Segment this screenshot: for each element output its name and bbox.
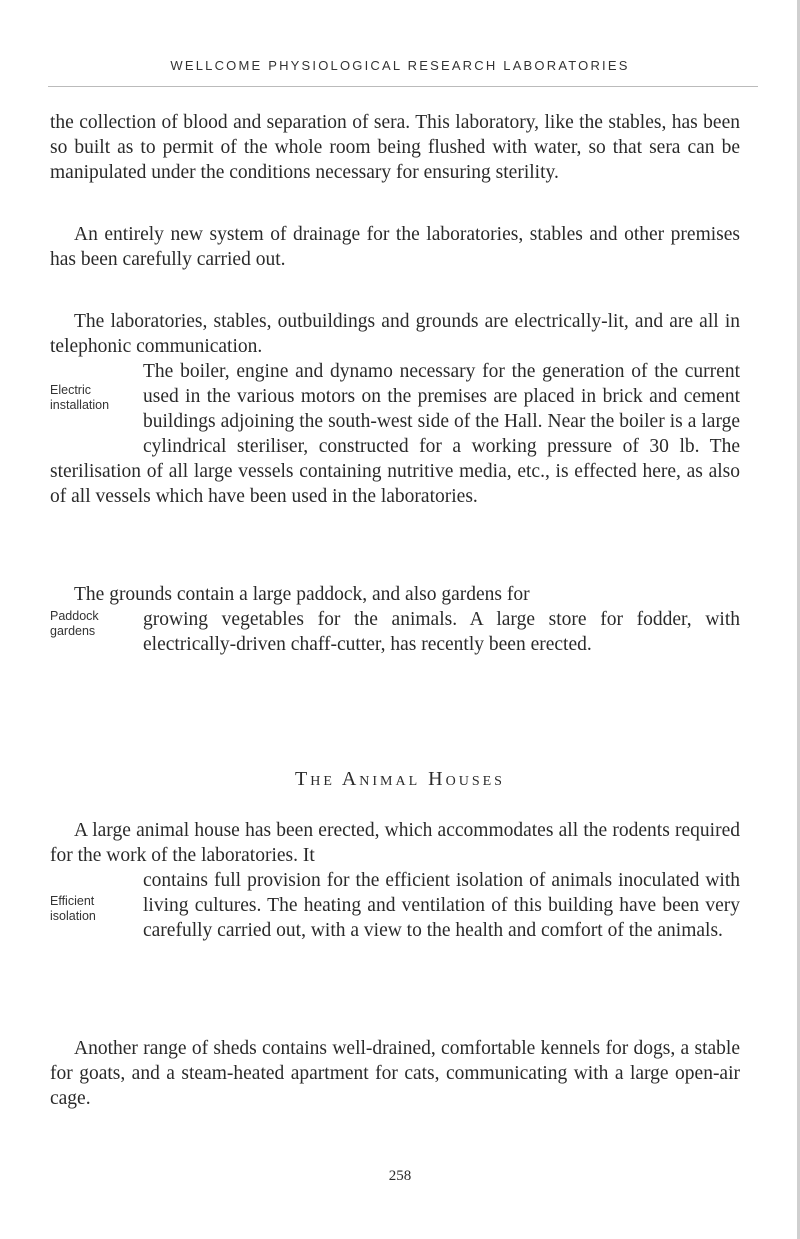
paragraph-animal-house-lead: A large animal house has been erected, which accommodates all the rodents required for the work of the laboratories. It: [50, 820, 740, 866]
paragraph-blood-collection: the collection of blood and separation of sera. This laboratory, like the stables, has been so built as to permit of the whole room being flushed with water, so that sera can be manipulated under the conditions necessary for ensuring sterility.: [50, 112, 740, 183]
page-number: 258: [388, 1168, 412, 1184]
paragraph-drainage: An entirely new system of drainage for the laboratories, stables and other premises has been carefully carried out.: [50, 224, 740, 270]
paragraph-sheds: Another range of sheds contains well-drained, comfortable kennels for dogs, a stable for goats, and a steam-heated apartment for cats, communicating with a large open-air cage.: [50, 1038, 740, 1109]
paragraph-animal-house-body: [50, 868, 740, 943]
paragraph-animal-house: [50, 818, 740, 954]
paragraph-electric-lead: The laboratories, stables, outbuildings and grounds are electrically-lit, and are all in telephonic communication.: [50, 311, 740, 357]
paragraph-electric-rest: The boiler, engine and dynamo necessary for the generation of the current used in the various motors on the premises are placed in brick and cement buildings adjoining the south-west side of the Hall. Near the boiler is a large cylindrical steriliser, constructed for a working pressure of 30 lb. The sterilisation of all large vessels containing nutritive media, etc., is effected here, as also of all vessels which have been used in the laboratories.: [50, 361, 740, 507]
paragraph-grounds-lead: The grounds contain a large paddock, and also gardens for: [74, 584, 530, 605]
paragraph-electric-body: [50, 359, 740, 509]
header-rule: [48, 86, 758, 87]
side-note-paddock-gardens: Paddock gardens: [50, 609, 99, 638]
paragraph-animal-house-rest: contains full provision for the efficient isolation of animals inoculated with living cultures. The heating and ventilation of this building have been very carefully carried out, with a view to the health and comfort of the animals.: [143, 870, 740, 941]
side-note-efficient-isolation: Efficient isolation: [50, 894, 96, 923]
paragraph-grounds-body: [50, 607, 740, 657]
paragraph-electric-lighting: [50, 309, 740, 509]
paragraph-grounds: [50, 582, 740, 657]
paragraph-grounds-rest: growing vegetables for the animals. A large store for fodder, with electrically-driven chaff-cutter, has recently been erected.: [143, 609, 740, 655]
section-heading: The Animal Houses: [295, 768, 505, 790]
side-note-electric-installation: Electric installation: [50, 383, 110, 412]
running-header: WELLCOME PHYSIOLOGICAL RESEARCH LABORATORIES: [170, 58, 630, 73]
